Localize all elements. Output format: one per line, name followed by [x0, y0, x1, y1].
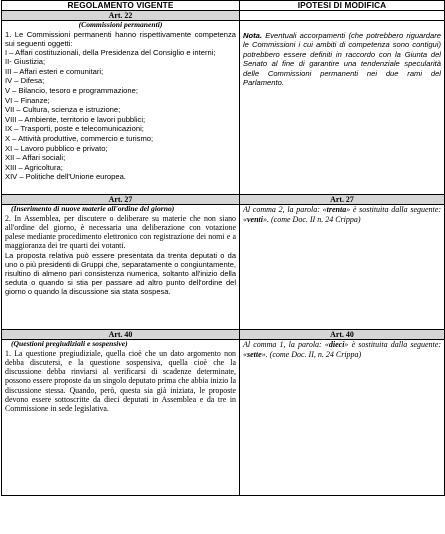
amend-middle: » è sostituita dalla seguente: «	[243, 340, 441, 359]
article-27-body-row	[2, 205, 445, 330]
article-22-body-row	[2, 21, 445, 195]
amend-new-word: venti	[247, 214, 263, 224]
article-27-amendment	[243, 205, 441, 224]
header-current-rules: REGOLAMENTO VIGENTE	[2, 1, 240, 11]
article-40-amendment	[243, 340, 441, 359]
article-27-heading-right: Art. 27	[240, 195, 445, 205]
list-item: II- Giustizia;	[5, 57, 46, 67]
article-22-heading: Art. 22	[2, 11, 240, 21]
article-27-heading-row	[2, 195, 445, 205]
article-27-proposed-text	[240, 205, 445, 330]
list-item: IV – Difesa;	[5, 76, 45, 86]
amend-prefix: Al comma 1, la parola: «	[243, 340, 329, 349]
list-item: X – Attività produttive, commercio e turismo;	[5, 133, 154, 143]
article-22-heading-right-empty	[240, 11, 445, 21]
list-item: XIV – Politiche dell'Unione europea.	[5, 172, 126, 182]
article-40-heading-right: Art. 40	[240, 330, 445, 340]
note-paragraph	[243, 31, 441, 87]
amend-middle: » è sostituita dalla seguente: «	[243, 205, 441, 224]
article-40-body-row	[2, 340, 445, 496]
list-item: I – Affari costituzionali, della Presidenza del Consiglio e interni;	[5, 47, 216, 57]
amend-suffix: ». (come Doc. II n. 24 Crippa)	[263, 214, 361, 224]
article-40-paragraph: 1. La questione pregiudiziale, quella cioè che un dato argomento non debba discutersi, e la questione sospensiva, quella cioè che la discussione debba rinviarsi al verificarsi di scadenze determinate, possono essere proposte da un singolo deputato prima che abbia inizio la discussione stessa. Quando, però, questa sia già iniziata, le proposte devono essere sottoscritte da dieci deputati in Assemblea e da tre in Commissione in sede legislativa.	[5, 348, 236, 414]
note-label: Nota.	[243, 31, 262, 40]
amend-old-word: trenta	[326, 205, 347, 214]
article-40-heading-row	[2, 330, 445, 340]
article-22-heading-row	[2, 11, 445, 21]
article-27-subtitle: (Inserimento di nuove materie all'ordine del giorno)	[11, 204, 175, 213]
table-header-row	[2, 1, 445, 11]
article-22-proposed-note	[240, 21, 445, 195]
article-27-current-text	[2, 205, 240, 330]
list-item: XIII – Agricoltura;	[5, 162, 63, 172]
article-22-intro: 1. Le Commissioni permanenti hanno rispettivamente competenza sui seguenti oggetti:	[5, 29, 236, 48]
article-40-current-text	[2, 340, 240, 496]
header-proposed-changes: IPOTESI DI MODIFICA	[240, 1, 445, 11]
list-item: VIII – Ambiente, territorio e lavori pubblici;	[5, 114, 146, 124]
article-27-heading-left: Art. 27	[2, 195, 240, 205]
article-22-current-text	[2, 21, 240, 195]
commissions-list	[5, 48, 236, 182]
article-27-paragraph-b: La proposta relativa può essere presentata da trenta deputati o da uno o più presidenti di Gruppi che, separatamente o congiuntamente, risultino di almeno pari consistenza numerica, soltanto all'inizio della seduta o quando si stia per passare ad altro punto dell'ordine del giorno o quando la discussione sia stata sospesa.	[5, 250, 236, 296]
article-40-proposed-text	[240, 340, 445, 496]
list-item: V – Bilancio, tesoro e programmazione;	[5, 85, 138, 95]
amend-old-word: dieci	[328, 340, 345, 349]
list-item: XI – Lavoro pubblico e privato;	[5, 143, 108, 153]
list-item: XII – Affari sociali;	[5, 153, 66, 163]
list-item: VII – Cultura, scienza e istruzione;	[5, 105, 121, 115]
article-22-subtitle: (Commissioni permanenti)	[78, 20, 163, 29]
note-text: Eventuali accorpamenti (che potrebbero riguardare le Commissioni i cui ambiti di competenza sono contigui) potrebbero essere definiti in raccordo con la Giunta del Senato al fine di garantire una tendenziale specularità delle Commissioni permanenti nei due rami del Parlamento.	[243, 31, 441, 88]
list-item: III – Affari esteri e comunitari;	[5, 66, 104, 76]
amend-new-word: sette	[247, 349, 262, 359]
amend-suffix: ». (come Doc. II, n. 24 Crippa)	[261, 349, 362, 359]
article-40-subtitle: (Questioni pregiudiziali e sospensive)	[11, 339, 128, 348]
article-40-heading-left: Art. 40	[2, 330, 240, 340]
comparison-table	[1, 0, 445, 496]
article-27-paragraph-a: 2. In Assemblea, per discutere o deliberare su materie che non siano all'ordine del giorno, è necessaria una deliberazione con votazione palese mediante procedimento elettronico con registrazione dei nomi e a maggioranza dei tre quarti dei votanti.	[5, 213, 236, 251]
list-item: VI – Finanze;	[5, 95, 50, 105]
amend-prefix: Al comma 2, la parola: «	[243, 205, 327, 214]
list-item: IX – Trasporti, poste e telecomunicazioni;	[5, 124, 144, 134]
